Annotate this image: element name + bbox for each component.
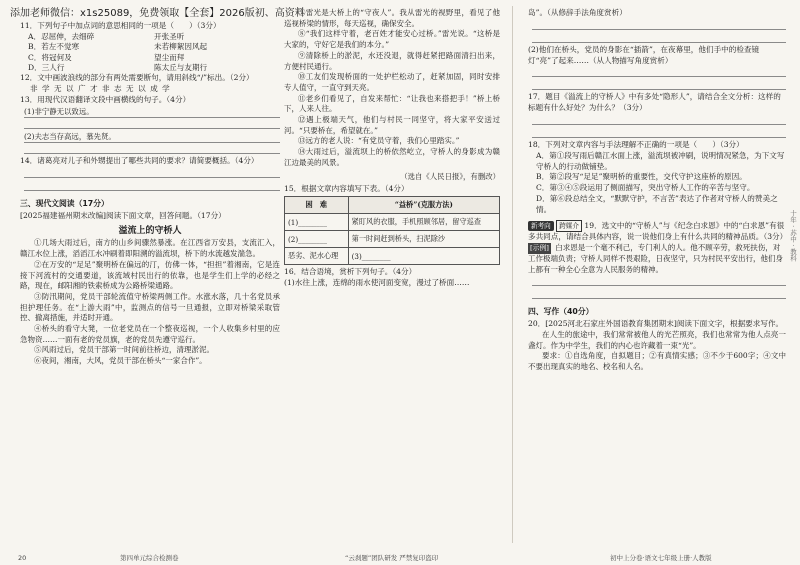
answer-line[interactable] (532, 32, 786, 43)
table-row (285, 248, 500, 265)
reading-intro: [2025福建福州期末改编]阅读下面文章，回答问题。（17分） (20, 210, 226, 220)
watermark-text: 添加老师微信：x1s25089，免费领取【全套】2026版初、高资料 (10, 8, 305, 19)
cross-media-badge: 跨媒介 (556, 220, 582, 233)
q18: 18．下列对文章内容与手法理解不正确的一项是（ ）（3分） (528, 139, 744, 149)
new-trend-badge: 新考向 (528, 221, 554, 232)
column-middle (284, 0, 500, 543)
side-label: 十年 · 苏中 · 教科 (789, 210, 797, 262)
q13: 13．用现代汉语翻译文段中画横线的句子。（4分） (20, 95, 191, 105)
opt: 未若柳絮因风起 (154, 42, 208, 52)
table-header: 困 难 (285, 197, 349, 214)
q16-item-1: (1)水往上涨，连绵的雨水使河面变宽，漫过了桥面…… (284, 278, 470, 288)
answer-line[interactable] (24, 167, 280, 178)
q19-text: 19．选文中的“守桥人”与《纪念白求恩》中的“白求恩”有很多共同点，请结合具体内容，说一说他们身上有什么共同的精神品质。（3分） (528, 220, 788, 242)
opt: D．三人行 (28, 63, 65, 73)
page-number: 20 (18, 554, 27, 562)
q16: 16．结合语境，赏析下列句子。（4分） (284, 267, 417, 277)
column-left (10, 0, 305, 543)
table-header: “益桥”(克服方法) (348, 197, 499, 214)
paragraph: ⑫遇上极端天气，他们与村民一同坚守，将大家平安送过河。“只要桥在，希望就在。” (284, 115, 500, 135)
answer-line[interactable] (532, 275, 786, 286)
q11: 11．下列句子中加点词的意思相同的一项是（ ）（3分） (20, 21, 221, 30)
q18-option: B．第②段写“足足”聚明桥的重要性，交代守护这座桥的原因。 (536, 172, 747, 182)
opt: 陈太丘与友期行 (154, 63, 208, 73)
q16-continued: 岛”。（从修辞手法角度赏析） (528, 8, 627, 17)
footer-right: 初中上分卷·语文七年级上册·人教版 (610, 554, 712, 562)
paragraph: ⑭大雨过后，溢流坝上的桥依然屹立，守桥人的身影成为赣江边最美的风景。 (284, 147, 500, 167)
paragraph: ①几场大雨过后，南方的山乡间骤然暴涨。在江西省万安县，支流汇入，赣江水位上涨，滔滔江水冲刷着即阳溯的溢流坝，桥下的水流越发湍急。 (20, 238, 280, 259)
writing-requirements: 要求：①自选角度，自拟题目；②有真情实感；③不少于600字；④文中不要出现真实的地名、校名和人名。 (528, 351, 786, 372)
answer-line[interactable] (532, 66, 786, 77)
q13-item-1: (1)非宁静无以致远。 (24, 106, 280, 118)
column-divider (512, 6, 513, 543)
answer-line[interactable] (24, 143, 280, 154)
opt: 望尘而拜 (154, 52, 185, 62)
paragraph: ⑩工友们发现桥面的一处护栏松动了，赶紧加固，同时安排专人值守，一直守到天亮。 (284, 72, 500, 92)
q13-item-2: (2)夫志当存高远，慕先贤。 (24, 131, 280, 143)
writing-prompt: 在人生的旅途中，我们常常被他人的光芒照亮，我们也常常为他人点亮一盏灯。作为中学生，我们的内心也许藏着一束“光”。 (528, 330, 786, 350)
opt: C．将冠何及 (28, 52, 72, 62)
q15: 15．根据文章内容填写下表。（4分） (284, 183, 409, 193)
paragraph: ③防汛期间，党员干部轮流值守桥梁两侧工作。水涨水落，几十名党员承担护理任务。在“上游大雨”中，监测点的信号一旦通报，立即对桥梁采取管控、撤离措施，并适时开通。 (20, 291, 280, 323)
answer-line[interactable] (24, 118, 280, 129)
q19 (528, 220, 786, 244)
paragraph: ⑥夜间，湘南，大风，党员干部在桥头“一家合作”。 (34, 356, 207, 366)
q20: 20．[2025河北石家庄外国语教育集团期末]阅读下面文字，根据要求写作。 (528, 319, 784, 329)
opt: 开张圣听 (154, 31, 185, 41)
table-row (285, 231, 500, 248)
table-cell: 恶劣、泥水心理 (285, 248, 349, 265)
answer-line[interactable] (532, 127, 786, 138)
answer-line[interactable] (24, 180, 280, 191)
table-cell[interactable]: (2)________ (285, 231, 349, 248)
example-tag: [示例] (530, 244, 549, 253)
paragraph: ⑪老乡们看见了，自发来帮忙：“让我也来搭把手！”桥上桥下，人来人往。 (284, 93, 500, 114)
q18-option: D．第⑥段总结全文，“默默守护，不言苦”表达了作者对守桥人的赞美之情。 (536, 193, 778, 214)
column-right (528, 0, 786, 543)
q11-options (20, 32, 280, 74)
answer-line[interactable] (532, 288, 786, 299)
paragraph: ⑦雷光是大桥上的“守夜人”。我从雷光的视野里，看见了他巡视桥梁的情形，每天巡视，确保安全。 (284, 8, 500, 28)
q17: 17．题目《溢流上的守桥人》中有多处“隐形人”，请结合全文分析：这样的标题有什么好处？为什么？（3分） (528, 92, 781, 113)
answer-line[interactable] (532, 19, 786, 30)
answer-line[interactable] (532, 79, 786, 90)
q12-text: 非 学 无 以 广 才 非 志 无 以 成 学 (30, 84, 171, 94)
q15-table (284, 196, 500, 265)
footer-left: 第四单元综合检测卷 (120, 554, 179, 562)
table-cell[interactable]: (1)________ (285, 214, 349, 231)
paragraph: ⑨清除桥上的淤泥，水还没退，就得赶紧把路面清扫出来，方便村民通行。 (284, 50, 500, 71)
article-title: 溢流上的守桥人 (118, 226, 182, 237)
paragraph: ⑤风雨过后，党员干部第一时间前往桥边，清理淤泥。 (34, 345, 214, 355)
opt: B．若左不觉寒 (28, 42, 80, 52)
opt: A．忍屈伸，去细碎 (28, 31, 95, 41)
paragraph: ④桥头的看守大凳，一位老党员在一个整夜巡视，一个人收集乡村里的应急物资……一面有老的党员旗，老的党员先遵守巡行。 (20, 324, 280, 344)
q12: 12．文中画波浪线的部分有两处需要断句，请用斜线“/”标出。（2分） (20, 73, 254, 83)
table-row (285, 214, 500, 231)
paragraph: ②在万安的“足足”聚明桥在偏远的汀，仿佛一体，“担担”着湘南，它是连接下河流村的交通要道，该流域村民出行的依靠，也是学生们上学的必经之路，现在，邮阳湘的铁索桥成为公路桥梁通路。 (20, 259, 280, 291)
q14: 14．诸葛亮对儿子和外甥提出了哪些共同的要求？请简要概括。（4分） (20, 155, 259, 165)
section-3-heading: 三、现代文阅读（17分） (20, 198, 109, 208)
q18-option: A．第①段写雨后赣江水面上涨，溢流坝被冲刷，说明情况紧急，为下文写守桥人的行动做铺垫。 (536, 150, 785, 171)
example-text: 白求恩是一个毫不利己，专门利人的人。他不顾辛劳，救死扶伤，对工作极端负责；守桥人同样不畏艰险，日夜坚守，只为村民平安出行，他们身上都有一种全心全意为人民服务的精神。 (528, 243, 783, 274)
footer-middle: “云刹题”团队研发 严禁复印盗印 (345, 554, 439, 562)
article-source: （选自《人民日报》，有删改） (400, 171, 500, 181)
table-cell[interactable]: (3)________ (348, 248, 499, 265)
paragraph: ⑬远方的老人说：“有党员守着，我们心里踏实。” (298, 136, 460, 146)
table-cell: 紧盯风的衣服，手机照顾邻居，留守巡查 (348, 214, 499, 231)
paragraph: ⑧“我们这样守着，老百姓才能安心过桥。”雷光说。“这桥是大家的，守好它是我们的本分。” (284, 29, 500, 50)
q18-option: C．第③④⑤段运用了侧面描写，突出守桥人工作的辛苦与坚守。 (536, 183, 755, 193)
table-cell: 第一时间赶到桥头，扫泥除沙 (348, 231, 499, 248)
example-answer (528, 243, 786, 275)
q16-item-2: (2)他们在桥头，党员的身影在“插箭”，在夜幕里，他们手中的检查镜灯“亮”了起来……（从人物描写角度赏析） (528, 44, 760, 65)
answer-line[interactable] (532, 114, 786, 125)
section-4-heading: 四、写作（40分） (528, 307, 594, 317)
